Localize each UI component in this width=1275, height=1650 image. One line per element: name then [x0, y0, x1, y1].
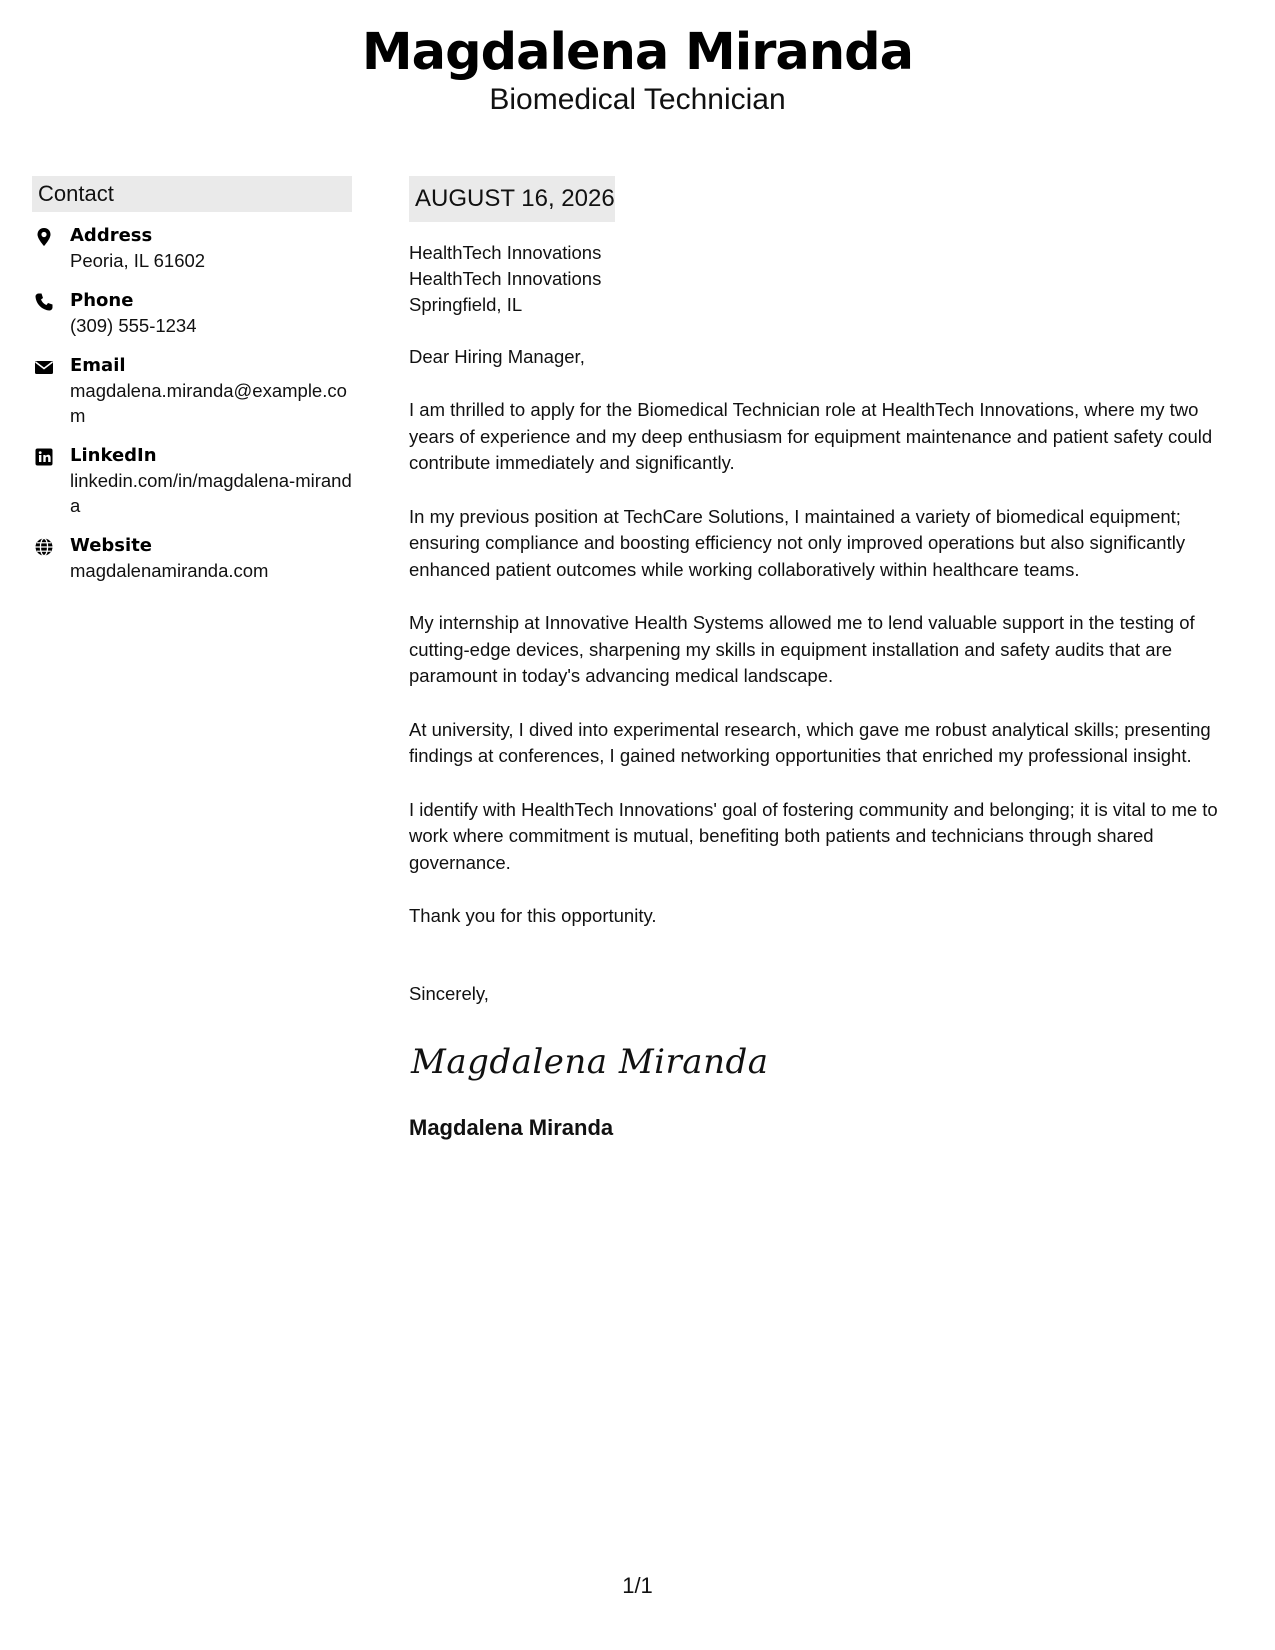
signer-name: Magdalena Miranda	[409, 1115, 614, 1140]
contact-heading: Contact	[32, 176, 352, 212]
applicant-title: Biomedical Technician	[489, 83, 786, 116]
contact-label-address: Address	[70, 225, 153, 246]
closing-line: Sincerely,	[409, 983, 489, 1004]
envelope-icon	[34, 357, 54, 377]
contact-value-address: Peoria, IL 61602	[70, 250, 206, 271]
phone-icon	[34, 292, 54, 312]
body-paragraph: In my previous position at TechCare Solutions, I maintained a variety of biomedical equipment; ensuring compliance and boosting efficiency not only improved operations but also significantly enhanced patient outcomes while working collaboratively within healthcare teams.	[409, 505, 1186, 580]
contact-label-website: Website	[70, 535, 153, 556]
contact-item-website	[32, 534, 352, 583]
page-number: 1/1	[622, 1573, 653, 1598]
contact-item-linkedin	[32, 444, 352, 518]
contact-value-email: magdalena.miranda@example.com	[70, 380, 347, 426]
letter-date: AUGUST 16, 2026	[409, 176, 615, 222]
recipient-line: Springfield, IL	[409, 294, 523, 315]
recipient-line: HealthTech Innovations	[409, 268, 602, 289]
letter-header	[0, 22, 1275, 118]
contact-value-phone: (309) 555-1234	[70, 315, 197, 336]
thank-you-line: Thank you for this opportunity.	[409, 905, 657, 926]
contact-item-address	[32, 224, 352, 273]
applicant-name: Magdalena Miranda	[361, 23, 914, 82]
contact-sidebar	[32, 176, 352, 599]
contact-item-phone	[32, 289, 352, 338]
contact-label-email: Email	[70, 355, 126, 376]
contact-value-website: magdalenamiranda.com	[70, 560, 269, 581]
body-paragraph: At university, I dived into experimental research, which gave me robust analytical skills; presenting findings at conferences, I gained networking opportunities that enriched my professional insight.	[409, 718, 1211, 766]
recipient-line: HealthTech Innovations	[409, 242, 602, 263]
globe-icon	[34, 537, 54, 557]
contact-list	[32, 224, 352, 583]
contact-label-linkedin: LinkedIn	[70, 445, 157, 466]
letter-body	[409, 176, 1245, 1143]
body-paragraph: I identify with HealthTech Innovations' goal of fostering community and belonging; it is vital to me to work where commitment is mutual, benefiting both patients and technicians through shared governance.	[409, 798, 1218, 873]
contact-item-email	[32, 354, 352, 428]
body-paragraph: I am thrilled to apply for the Biomedical Technician role at HealthTech Innovations, where my two years of experience and my deep enthusiasm for equipment maintenance and patient safety could contribute immediately and significantly.	[409, 399, 1213, 473]
salutation: Dear Hiring Manager,	[409, 346, 585, 367]
body-paragraph: My internship at Innovative Health Systems allowed me to lend valuable support in the testing of cutting-edge devices, sharpening my skills in equipment installation and safety audits that are paramount in today's advancing medical landscape.	[409, 612, 1195, 686]
map-pin-icon	[34, 227, 54, 247]
recipient-block	[409, 240, 1245, 318]
contact-label-phone: Phone	[70, 290, 134, 311]
signature-image	[409, 1037, 769, 1087]
linkedin-icon	[34, 447, 54, 467]
svg-text:Magdalena Miranda: Magdalena Miranda	[411, 1042, 769, 1082]
contact-value-linkedin: linkedin.com/in/magdalena-miranda	[70, 470, 352, 516]
